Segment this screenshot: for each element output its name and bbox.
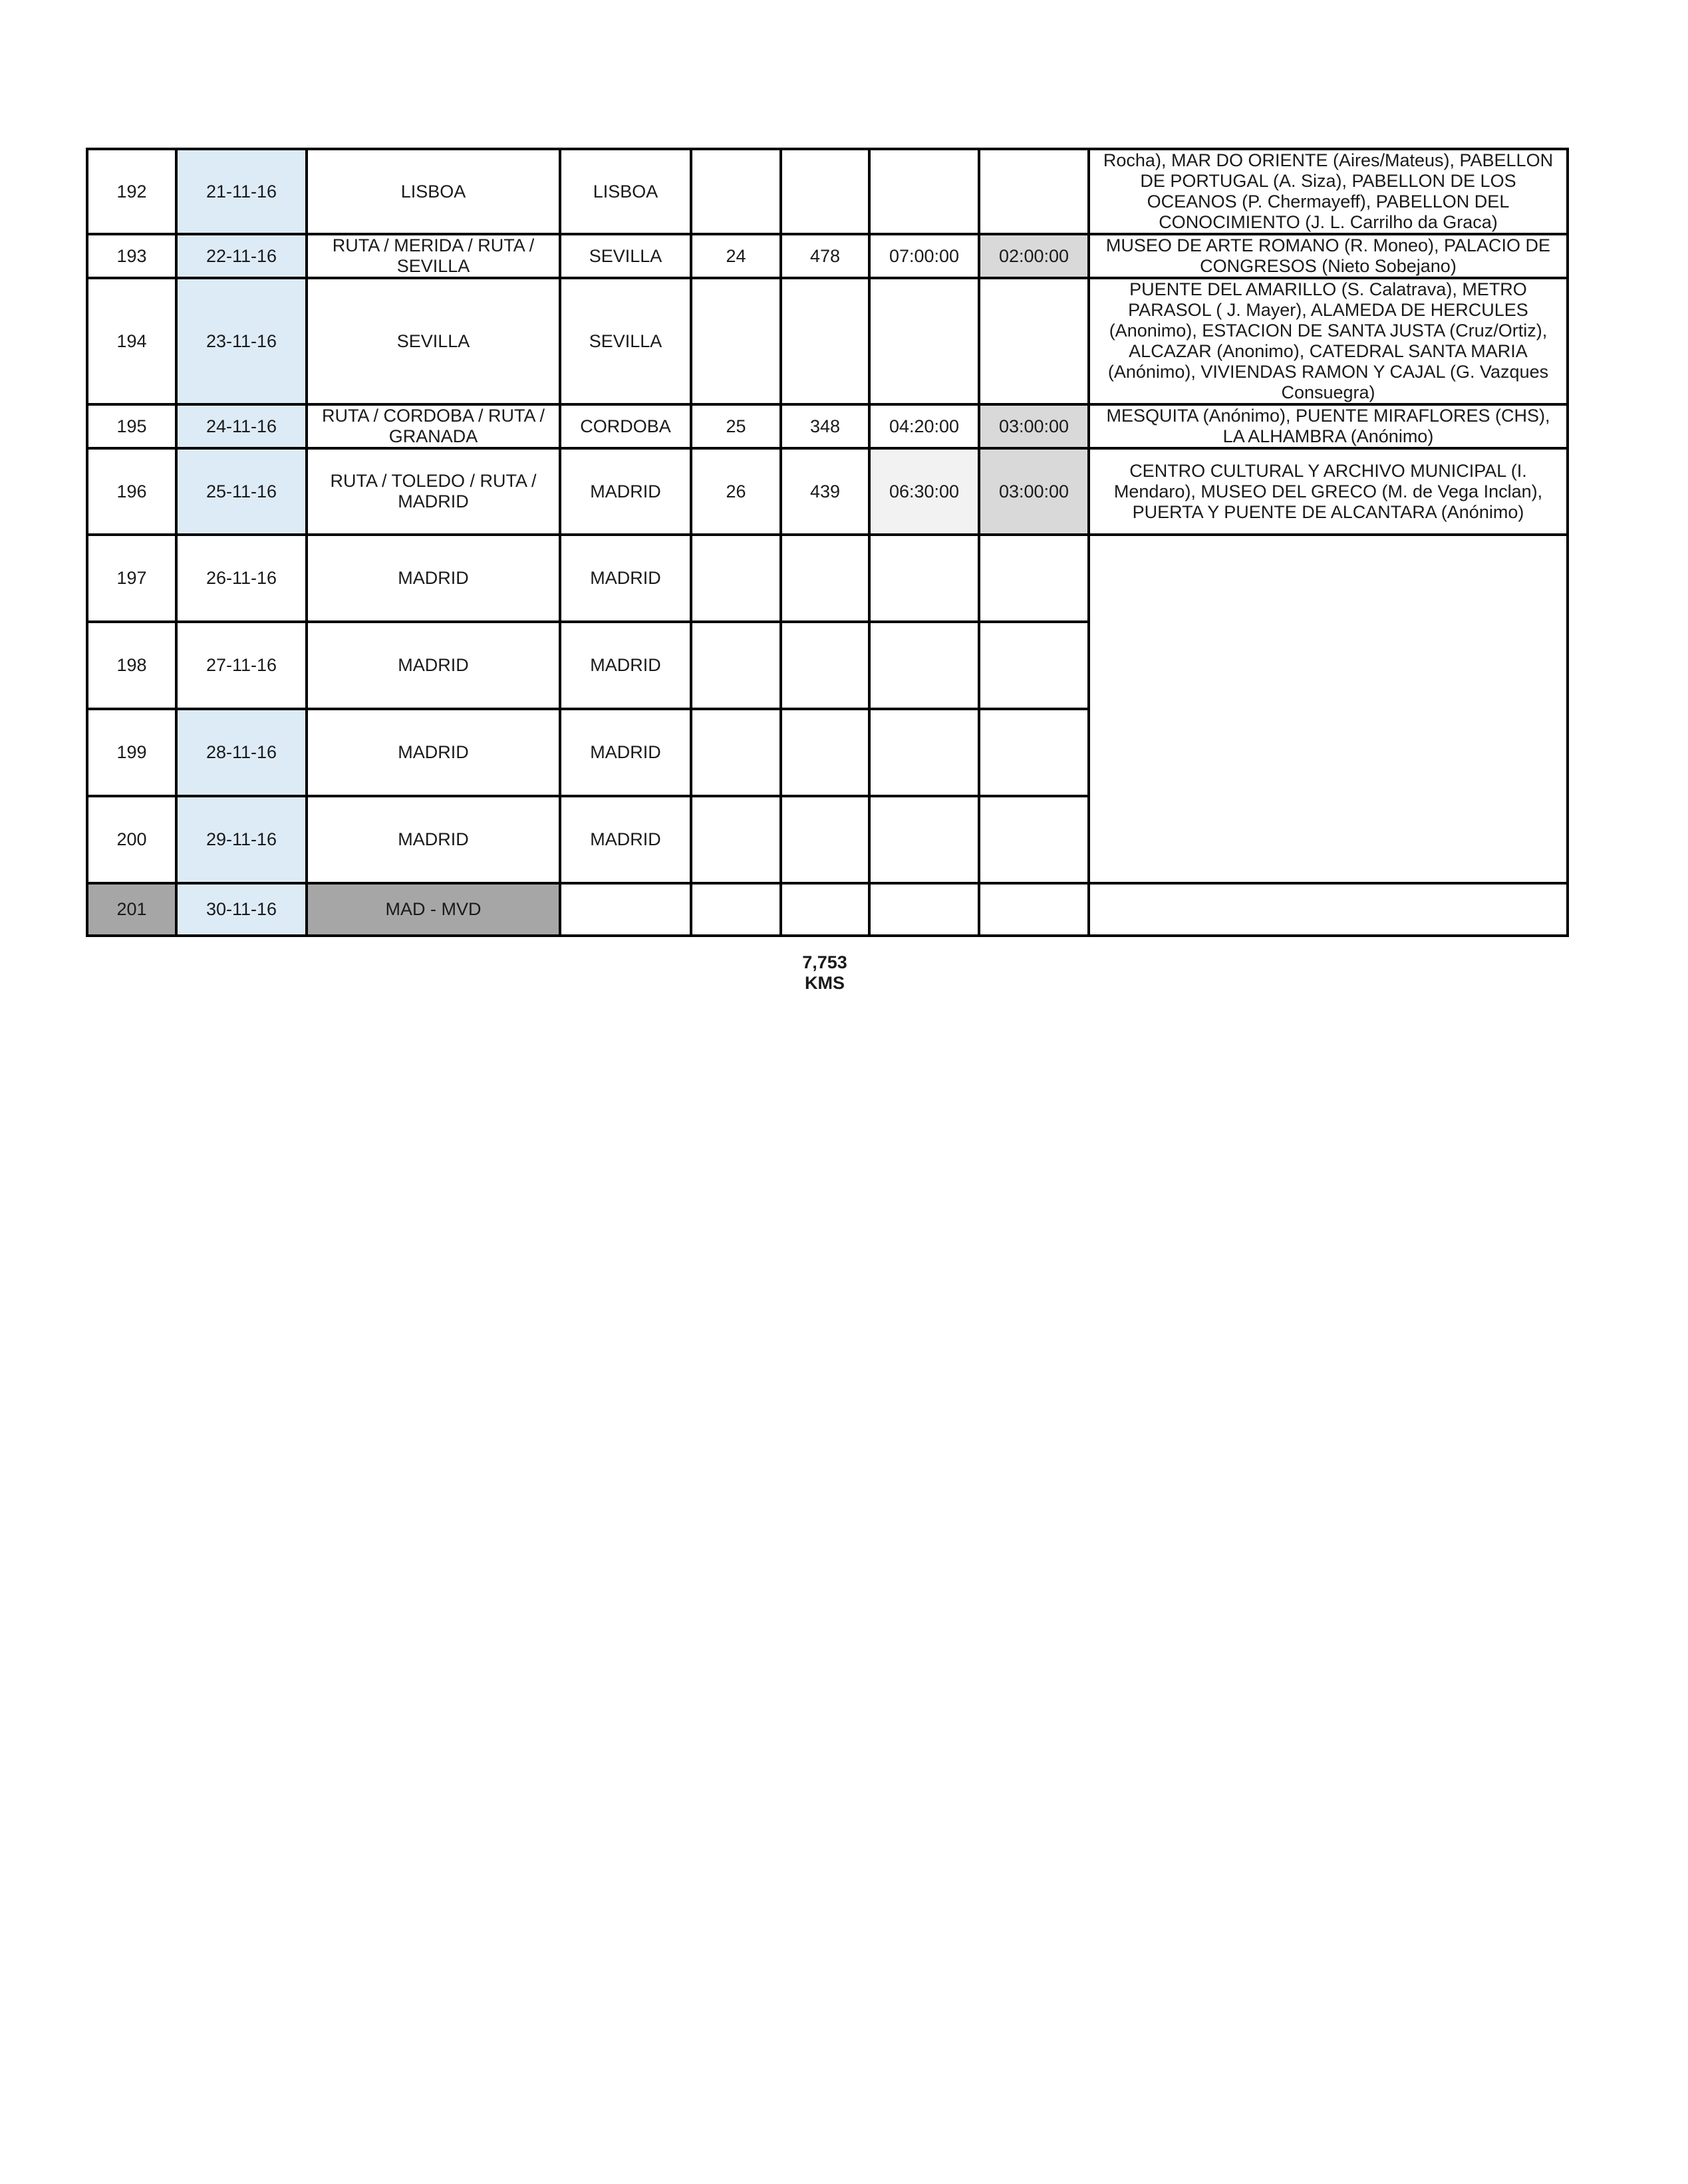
date-cell: 26-11-16: [176, 535, 307, 622]
city-cell: SEVILLA: [560, 234, 691, 278]
table-row: [87, 278, 1568, 404]
day-number: 201: [87, 883, 176, 936]
km-cell: [781, 535, 869, 622]
table-row: [87, 404, 1568, 448]
table-row: [87, 149, 1568, 234]
visit-time-cell: [979, 149, 1089, 234]
notes-cell: Rocha), MAR DO ORIENTE (Aires/Mateus), PABELLON DE PORTUGAL (A. Siza), PABELLON DE LOS OCEANOS (P. Chermayeff), PABELLON DEL CONOCIMIENTO (J. L. Carrilho da Graca): [1089, 149, 1568, 234]
stage-cell: [691, 883, 781, 936]
km-cell: [781, 796, 869, 883]
total-distance-value: 7,753: [802, 952, 847, 972]
date-cell: 27-11-16: [176, 622, 307, 709]
route-cell: MAD - MVD: [307, 883, 560, 936]
date-cell: 25-11-16: [176, 448, 307, 535]
stage-cell: [691, 796, 781, 883]
date-cell: 30-11-16: [176, 883, 307, 936]
stage-cell: [691, 278, 781, 404]
stage-cell: 24: [691, 234, 781, 278]
day-number: 193: [87, 234, 176, 278]
date-cell: 29-11-16: [176, 796, 307, 883]
visit-time-cell: [979, 278, 1089, 404]
drive-time-cell: 04:20:00: [869, 404, 979, 448]
km-cell: [781, 622, 869, 709]
table-row: [87, 883, 1568, 936]
drive-time-cell: [869, 278, 979, 404]
drive-time-cell: [869, 796, 979, 883]
km-cell: [781, 709, 869, 796]
date-cell: 23-11-16: [176, 278, 307, 404]
total-distance-unit: KMS: [805, 973, 845, 993]
visit-time-cell: [979, 883, 1089, 936]
route-cell: RUTA / MERIDA / RUTA / SEVILLA: [307, 234, 560, 278]
day-number: 192: [87, 149, 176, 234]
drive-time-cell: [869, 622, 979, 709]
route-cell: SEVILLA: [307, 278, 560, 404]
notes-cell: [1089, 883, 1568, 936]
drive-time-cell: [869, 709, 979, 796]
visit-time-cell: 03:00:00: [979, 404, 1089, 448]
visit-time-cell: 03:00:00: [979, 448, 1089, 535]
drive-time-cell: [869, 883, 979, 936]
route-cell: LISBOA: [307, 149, 560, 234]
stage-cell: 25: [691, 404, 781, 448]
city-cell: MADRID: [560, 535, 691, 622]
notes-cell: CENTRO CULTURAL Y ARCHIVO MUNICIPAL (I. Mendaro), MUSEO DEL GRECO (M. de Vega Inclan), PUERTA Y PUENTE DE ALCANTARA (Anónimo): [1089, 448, 1568, 535]
itinerary-table: [86, 148, 1569, 937]
city-cell: [560, 883, 691, 936]
city-cell: CORDOBA: [560, 404, 691, 448]
date-cell: 22-11-16: [176, 234, 307, 278]
route-cell: RUTA / TOLEDO / RUTA / MADRID: [307, 448, 560, 535]
notes-cell: MESQUITA (Anónimo), PUENTE MIRAFLORES (CHS), LA ALHAMBRA (Anónimo): [1089, 404, 1568, 448]
city-cell: LISBOA: [560, 149, 691, 234]
day-number: 199: [87, 709, 176, 796]
route-cell: MADRID: [307, 622, 560, 709]
visit-time-cell: [979, 535, 1089, 622]
drive-time-cell: 07:00:00: [869, 234, 979, 278]
route-cell: MADRID: [307, 796, 560, 883]
drive-time-cell: 06:30:00: [869, 448, 979, 535]
city-cell: MADRID: [560, 796, 691, 883]
visit-time-cell: 02:00:00: [979, 234, 1089, 278]
drive-time-cell: [869, 149, 979, 234]
date-cell: 28-11-16: [176, 709, 307, 796]
table-row: [87, 234, 1568, 278]
table-row: [87, 448, 1568, 535]
date-cell: 21-11-16: [176, 149, 307, 234]
stage-cell: [691, 149, 781, 234]
km-cell: 348: [781, 404, 869, 448]
total-distance: [758, 952, 891, 994]
km-cell: [781, 278, 869, 404]
day-number: 198: [87, 622, 176, 709]
city-cell: MADRID: [560, 448, 691, 535]
city-cell: MADRID: [560, 709, 691, 796]
route-cell: RUTA / CORDOBA / RUTA / GRANADA: [307, 404, 560, 448]
city-cell: SEVILLA: [560, 278, 691, 404]
stage-cell: [691, 622, 781, 709]
notes-cell: MUSEO DE ARTE ROMANO (R. Moneo), PALACIO DE CONGRESOS (Nieto Sobejano): [1089, 234, 1568, 278]
notes-cell: PUENTE DEL AMARILLO (S. Calatrava), METRO PARASOL ( J. Mayer), ALAMEDA DE HERCULES (Anonimo), ESTACION DE SANTA JUSTA (Cruz/Ortiz), ALCAZAR (Anonimo), CATEDRAL SANTA MARIA (Anónimo), VIVIENDAS RAMON Y CAJAL (G. Vazques Consuegra): [1089, 278, 1568, 404]
visit-time-cell: [979, 709, 1089, 796]
drive-time-cell: [869, 535, 979, 622]
table-row: [87, 535, 1568, 622]
stage-cell: [691, 535, 781, 622]
km-cell: [781, 149, 869, 234]
stage-cell: [691, 709, 781, 796]
date-cell: 24-11-16: [176, 404, 307, 448]
day-number: 197: [87, 535, 176, 622]
day-number: 200: [87, 796, 176, 883]
km-cell: 478: [781, 234, 869, 278]
city-cell: MADRID: [560, 622, 691, 709]
stage-cell: 26: [691, 448, 781, 535]
visit-time-cell: [979, 796, 1089, 883]
visit-time-cell: [979, 622, 1089, 709]
notes-cell-merged: [1089, 535, 1568, 883]
km-cell: 439: [781, 448, 869, 535]
day-number: 194: [87, 278, 176, 404]
route-cell: MADRID: [307, 535, 560, 622]
day-number: 196: [87, 448, 176, 535]
day-number: 195: [87, 404, 176, 448]
km-cell: [781, 883, 869, 936]
route-cell: MADRID: [307, 709, 560, 796]
